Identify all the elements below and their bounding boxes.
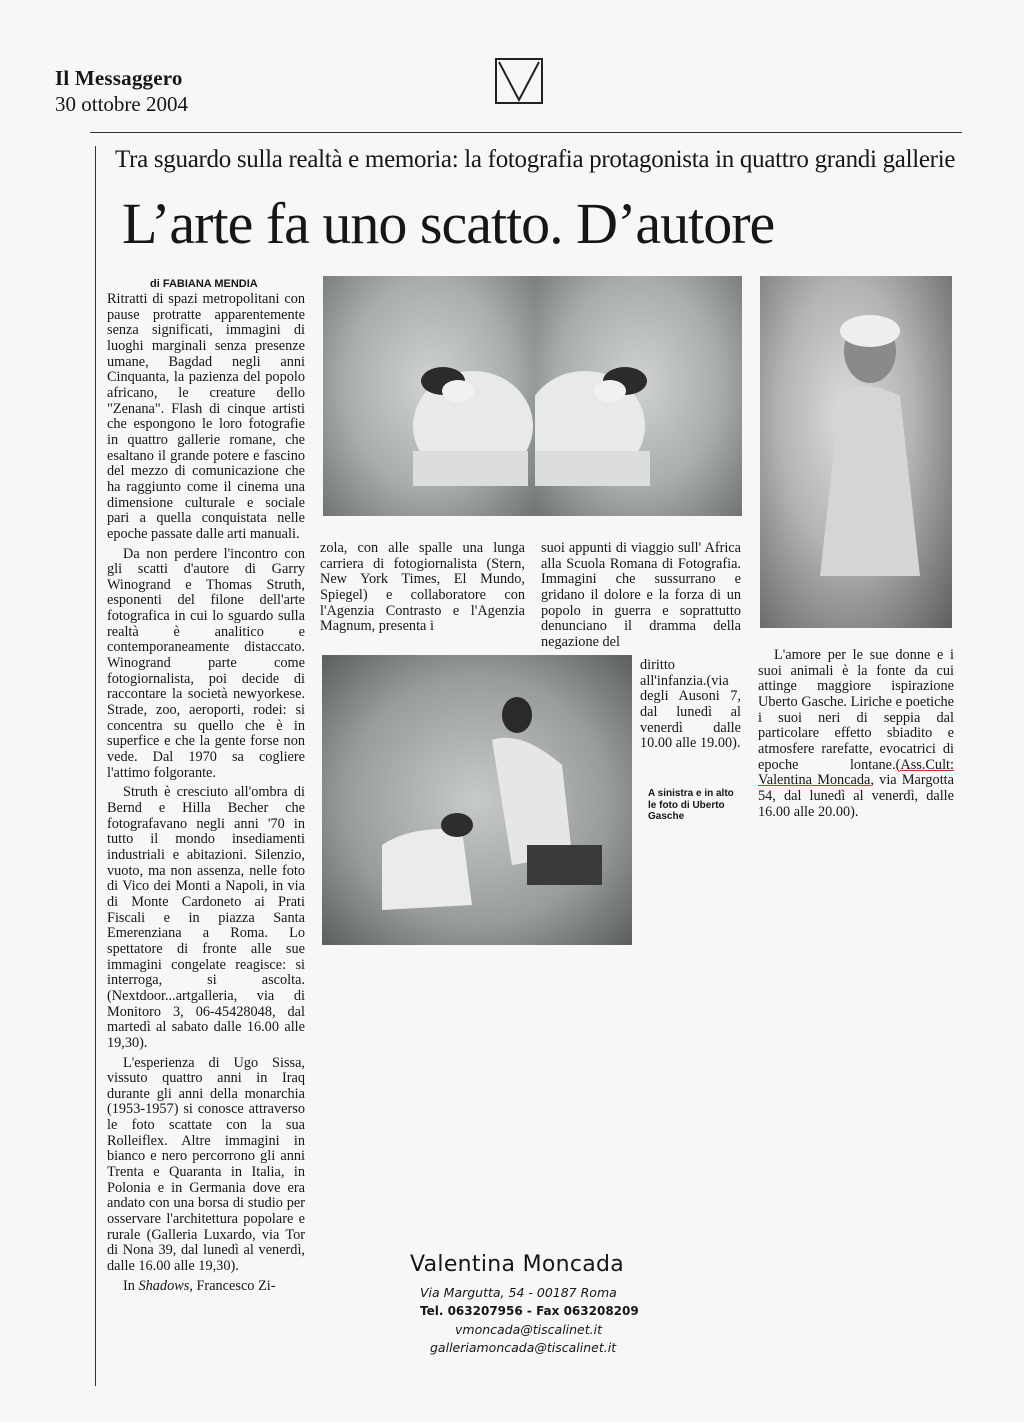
article-column-3-narrow bbox=[640, 658, 741, 752]
paragraph-zizola-post: , Francesco Zi- bbox=[189, 1277, 276, 1294]
paragraph-africa-venue: diritto all'infanzia.(via degli Ausoni 7, dal lunedì al venerdì dalle 10.00 alle 19.00). bbox=[640, 657, 741, 752]
photo-portrait-woman bbox=[760, 276, 952, 628]
figure-illustration-icon bbox=[760, 276, 952, 628]
paragraph-africa: suoi appunti di viaggio sull' Africa alla Scuola Romana di Fotografia. Immagini che sussurrano e gridano il dolore e la forza di un popolo in guerra e soprattutto denunciano il dramma della negazione del bbox=[541, 540, 741, 650]
article-column-3 bbox=[541, 541, 741, 651]
kicker-headline: Tra sguardo sulla realtà e memoria: la fotografia protagonista in quattro grandi gallerie bbox=[115, 146, 956, 173]
gallery-address: Via Margutta, 54 - 00187 Roma bbox=[420, 1285, 617, 1300]
v-logo-icon bbox=[497, 60, 541, 102]
top-rule bbox=[90, 132, 962, 133]
left-rule bbox=[95, 146, 96, 1386]
publication-date: 30 ottobre 2004 bbox=[55, 92, 188, 116]
article-column-2 bbox=[320, 541, 525, 635]
venue-tail: , via Margotta 54, dal lunedì al venerdì, dalle 16.00 alle 20.00). bbox=[758, 772, 954, 820]
photo-caption: A sinistra e in alto le foto di Uberto Gasche bbox=[648, 788, 734, 822]
gallery-email-1: vmoncada@tiscalinet.it bbox=[455, 1322, 602, 1337]
gasche-text: L'amore per le sue donne e i suoi animali è la fonte da cui attinge maggiore ispirazione Uberto Gasche. Liriche e poetiche i suoi neri di seppia dal particolare effetto sbiadito e atmosfere rarefatte, evocatrici di epoche lontane. bbox=[758, 647, 954, 773]
article-column-1 bbox=[107, 292, 305, 1294]
newspaper-name: Il Messaggero bbox=[55, 66, 183, 90]
venue-underlined: (Ass.Cult: Valentina Moncada bbox=[758, 756, 954, 789]
paragraph-winogrand: Da non perdere l'incontro con gli scatti d'autore di Garry Winogrand e Thomas Struth, esponenti del filone dell'arte fotografica in cui lo sguardo sulla realtà è analitico e contemporaneamente distaccato. Winogrand parte come fotogiornalista, poi decide di raccontare la società newyorkese. Strade, zoo, aeroporti, rodei: si concentra su quello che è in superfice e che la gente forse non vede. Dal 1970 sa cogliere l'attimo folgorante. bbox=[107, 545, 305, 781]
gallery-phone: Tel. 063207956 - Fax 063208209 bbox=[420, 1304, 639, 1318]
gallery-email-2: galleriamoncada@tiscalinet.it bbox=[430, 1340, 617, 1355]
main-headline: L’arte fa uno scatto. D’autore bbox=[122, 191, 775, 256]
paragraph-zizola-pre: In bbox=[123, 1277, 139, 1294]
byline: di FABIANA MENDIA bbox=[150, 278, 258, 290]
paragraph-struth: Struth è cresciuto all'ombra di Bernd e Hilla Becher che fotografavano negli anni '70 in tutto il mondo insediamenti industriali e abitazioni. Silenzio, vuoto, ma non assenza, nelle foto di Vico dei Monti a Napoli, in via di Monte Cardoneto ai Prati Fiscali e in piazza Santa Emerenziana a Roma. Lo spettatore di fronte alle sue immagini congelate reagisce: si interroga, si ascolta. (Nextdoor...artgalleria, via di Monitoro 3, 06-45428048, dal martedì al sabato dalle 16.00 alle 19,30). bbox=[107, 784, 305, 1051]
paragraph-zizola: zola, con alle spalle una lunga carriera di fotogiornalista (Stern, New York Times, El Mundo, Spiegel) e collaboratore con l'Agenzia Contrasto e l'Agenzia Magnum, presenta i bbox=[320, 540, 525, 635]
girl-dog-illustration-icon bbox=[322, 655, 632, 945]
paragraph-sissa: L'esperienza di Ugo Sissa, vissuto quattro anni in Iraq durante gli anni della monarchia (1953-1957) si conosce attraverso le foto scattate con la sua Rolleiflex. Altre immagini in bianco e nero percorrono gli anni Trenta e Quaranta in Italia, in Polonia e in Germania dove era andato con una borsa di studio per osservare l'architettura popolare e rurale (Galleria Luxardo, via Tor di Nona 39, dal lunedì al venerdì, dalle 16.00 alle 19,30). bbox=[107, 1054, 305, 1275]
dog-illustration-icon bbox=[323, 276, 535, 516]
article-column-4 bbox=[758, 644, 954, 820]
dog-illustration-icon bbox=[535, 276, 742, 516]
paragraph-gasche bbox=[758, 648, 954, 820]
shadows-title: Shadows bbox=[138, 1277, 190, 1294]
paragraph-intro: Ritratti di spazi metropolitani con pause protratte apparentemente senza significati, immagini di luoghi marginali senza presenze umane, Bagdad negli anni Cinquanta, la pazienza del popolo africano, le creature dello "Zenana". Flash di cinque artisti che espongono le loro fotografie in quattro gallerie romane, che esaltano il grande potere e fascino del mezzo di comunicazione che ha raggiunto come il cinema una dimensione culturale e sociale pari a quella conquistata nelle epoche passate dalle arti manuali. bbox=[107, 291, 305, 542]
gallery-logo-mark bbox=[495, 58, 543, 104]
photo-dog-right bbox=[535, 276, 742, 516]
photo-girl-with-dog bbox=[322, 655, 632, 945]
photo-dog-left bbox=[323, 276, 535, 516]
paragraph-zizola-start bbox=[107, 1279, 305, 1295]
gallery-name: Valentina Moncada bbox=[410, 1252, 625, 1277]
